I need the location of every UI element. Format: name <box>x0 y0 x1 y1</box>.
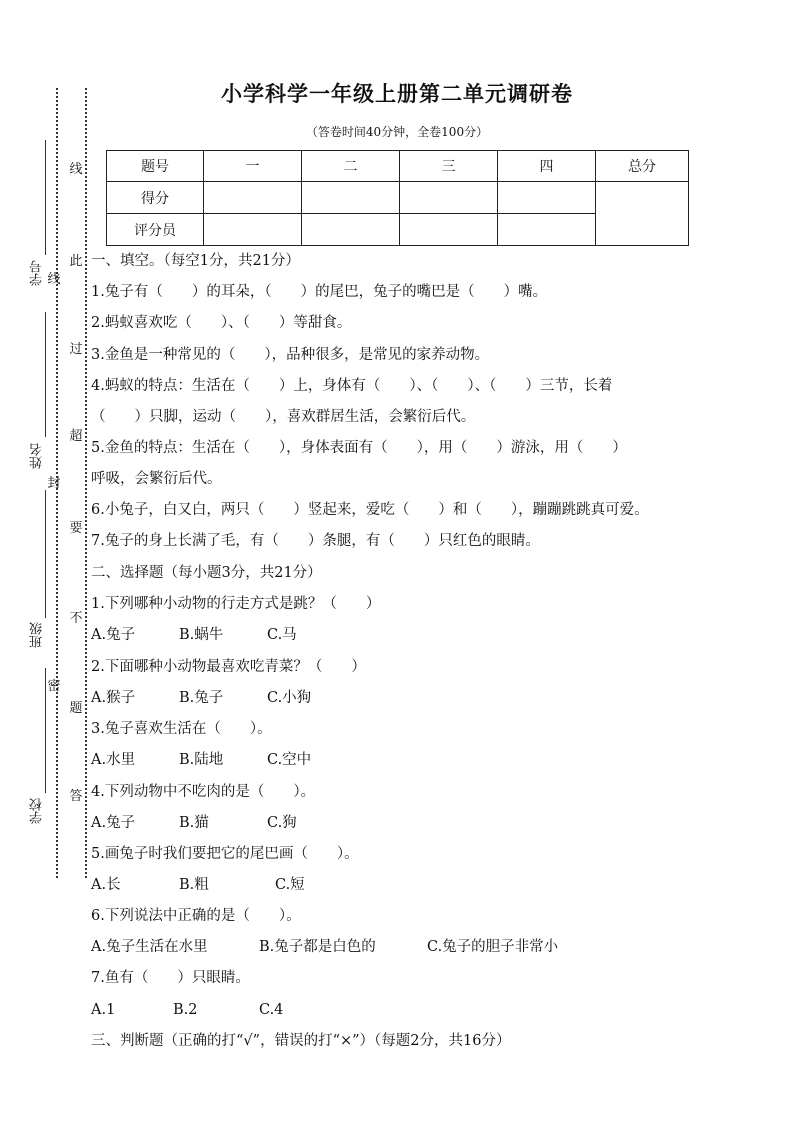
seal-char: 要 <box>69 521 83 536</box>
seal-char: 线 <box>69 162 83 177</box>
score-table-header: 二 <box>302 151 400 182</box>
choice-option: C.空中 <box>267 752 312 768</box>
exam-subtitle: （答卷时间40分钟，全卷100分） <box>305 125 489 139</box>
fill-question-cont: （ ）只脚，运动（ ），喜欢群居生活，会繁衍后代。 <box>91 409 476 425</box>
choice-option: C.4 <box>259 1002 284 1018</box>
binding-dotted-line-inner <box>85 88 87 878</box>
choice-option: A.兔子 <box>91 627 136 643</box>
name-label: 姓名 <box>30 443 45 469</box>
choice-question: 2.下面哪种小动物最喜欢吃青菜？（ ） <box>91 659 366 675</box>
seal-char: 不 <box>69 611 83 626</box>
fill-question: 5.金鱼的特点：生活在（ ），身体表面有（ ），用（ ）游泳，用（ ） <box>91 440 627 456</box>
section-3-heading: 三、判断题（正确的打“√”，错误的打“×”）（每题2分，共16分） <box>91 1033 511 1049</box>
choice-question: 1.下列哪种小动物的行走方式是跳？（ ） <box>91 596 381 612</box>
choice-option: B.兔子都是白色的 <box>259 939 376 955</box>
choice-option: C.马 <box>267 627 297 643</box>
score-cell[interactable] <box>498 182 596 214</box>
choice-question: 7.鱼有（ ）只眼睛。 <box>91 970 250 986</box>
fill-question-cont: 呼吸，会繁衍后代。 <box>91 471 222 487</box>
score-table-header: 题号 <box>107 151 204 182</box>
choice-option: A.1 <box>91 1002 116 1018</box>
grader-cell[interactable] <box>204 214 302 246</box>
fill-question: 3.金鱼是一种常见的（ ），品种很多，是常见的家养动物。 <box>91 347 490 363</box>
choice-option: A.兔子生活在水里 <box>91 939 208 955</box>
student-id-label: 学号 <box>30 260 45 286</box>
seal-char: 此 <box>69 254 83 269</box>
seal-char: 答 <box>69 789 83 804</box>
seal-outer-char: 线 <box>47 272 61 287</box>
fill-question: 2.蚂蚁喜欢吃（ ）、（ ）等甜食。 <box>91 315 352 331</box>
grader-cell[interactable] <box>302 214 400 246</box>
seal-char: 过 <box>69 342 83 357</box>
score-table <box>106 150 689 246</box>
exam-title: 小学科学一年级上册第二单元调研卷 <box>221 82 573 106</box>
school-label: 学校 <box>30 798 45 824</box>
score-cell[interactable] <box>302 182 400 214</box>
score-row-label: 得分 <box>107 182 204 214</box>
choice-option: A.水里 <box>91 752 136 768</box>
choice-option: B.兔子 <box>179 690 224 706</box>
fill-question: 6.小兔子，白又白，两只（ ）竖起来，爱吃（ ）和（ ），蹦蹦跳跳真可爱。 <box>91 502 649 518</box>
seal-outer-char: 密 <box>47 679 61 694</box>
choice-option: B.猫 <box>179 815 209 831</box>
choice-option: C.狗 <box>267 815 297 831</box>
grader-cell[interactable] <box>498 214 596 246</box>
choice-option: A.兔子 <box>91 815 136 831</box>
seal-char: 超 <box>69 429 83 444</box>
score-table-header: 三 <box>400 151 498 182</box>
score-table-header: 总分 <box>596 151 689 182</box>
fill-question: 1.兔子有（ ）的耳朵，（ ）的尾巴，兔子的嘴巴是（ ）嘴。 <box>91 284 548 300</box>
score-cell[interactable] <box>400 182 498 214</box>
total-score-cell[interactable] <box>596 182 689 246</box>
grader-row-label: 评分员 <box>107 214 204 246</box>
choice-option: B.2 <box>173 1002 198 1018</box>
choice-question: 4.下列动物中不吃肉的是（ ）。 <box>91 784 316 800</box>
choice-option: B.陆地 <box>179 752 224 768</box>
score-table-header: 四 <box>498 151 596 182</box>
class-label: 班级 <box>30 622 45 648</box>
name-line <box>45 312 46 437</box>
section-1-heading: 一、填空。（每空1分，共21分） <box>91 253 300 269</box>
choice-question: 6.下列说法中正确的是（ ）。 <box>91 908 301 924</box>
grader-cell[interactable] <box>400 214 498 246</box>
seal-char: 题 <box>69 701 83 716</box>
choice-option: C.兔子的胆子非常小 <box>427 939 559 955</box>
seal-outer-char: 封 <box>47 476 61 491</box>
choice-option: B.粗 <box>179 877 209 893</box>
class-line <box>45 490 46 618</box>
choice-option: A.猴子 <box>91 690 136 706</box>
fill-question: 7.兔子的身上长满了毛，有（ ）条腿，有（ ）只红色的眼睛。 <box>91 533 540 549</box>
score-table-header: 一 <box>204 151 302 182</box>
choice-option: C.小狗 <box>267 690 312 706</box>
choice-question: 5.画兔子时我们要把它的尾巴画（ ）。 <box>91 846 359 862</box>
section-2-heading: 二、选择题（每小题3分，共21分） <box>91 565 322 581</box>
student-id-line <box>45 140 46 255</box>
choice-option: C.短 <box>275 877 305 893</box>
choice-question: 3.兔子喜欢生活在（ ）。 <box>91 721 272 737</box>
choice-option: B.蜗牛 <box>179 627 224 643</box>
fill-question: 4.蚂蚁的特点：生活在（ ）上，身体有（ ）、（ ）、（ ）三节，长着 <box>91 378 613 394</box>
score-cell[interactable] <box>204 182 302 214</box>
choice-option: A.长 <box>91 877 121 893</box>
